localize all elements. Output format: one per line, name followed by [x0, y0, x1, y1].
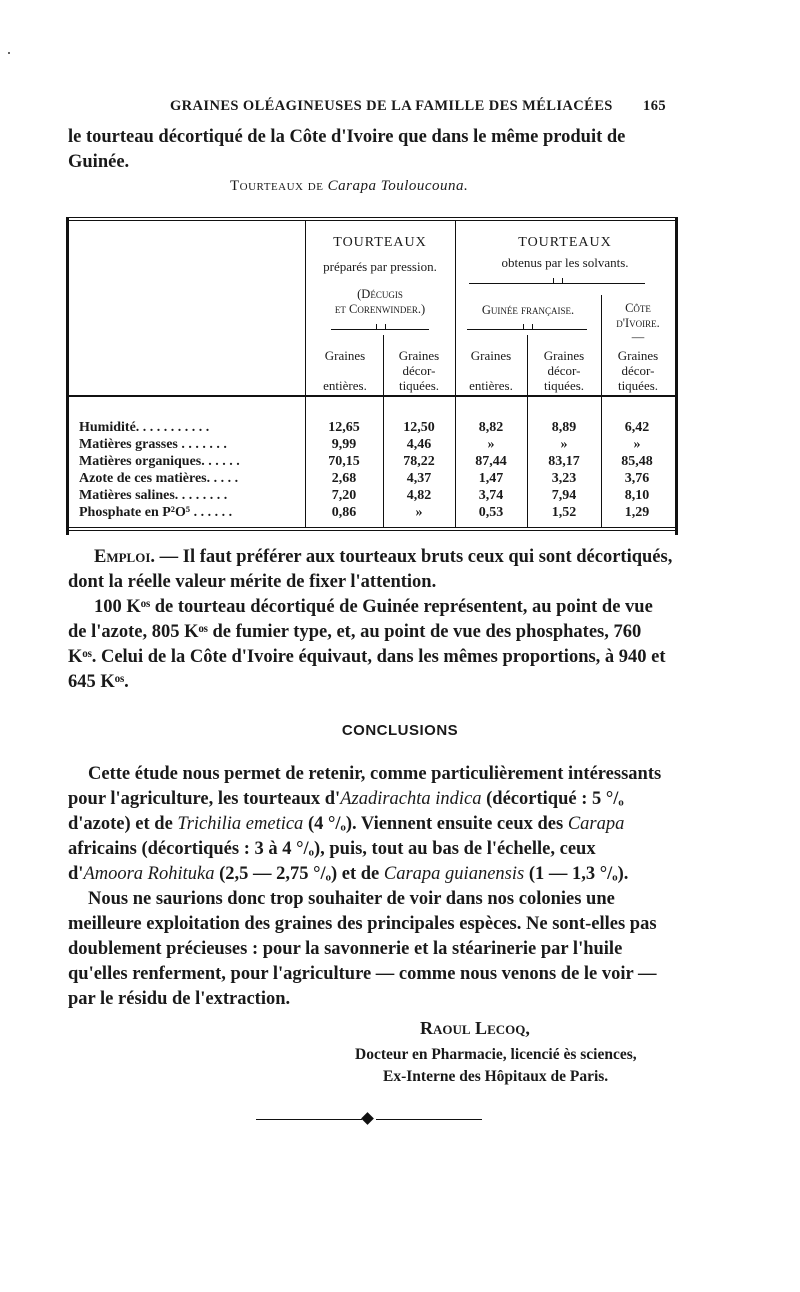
- guinea-brace: [467, 329, 587, 336]
- row-label: Matières organiques. . . . . .: [79, 454, 240, 469]
- composition-table: [66, 217, 678, 535]
- emploi-paragraph-2: 100 Kᵒˢ de tourteau décortiqué de Guinée représentent, au point de vue de l'azote, 805 Kᵒˢ de fumier type, et, au point de vue des phosphates, 760 Kᵒˢ. Celui de la Côte d'Ivoire équivaut, dans les mêmes proportions, à 940 et 645 Kᵒˢ.: [68, 597, 666, 692]
- emploi-section: [68, 545, 674, 695]
- pressed-group-title: TOURTEAUX: [333, 235, 427, 250]
- table-header-rule: [69, 395, 675, 397]
- running-head: [170, 98, 666, 115]
- conclusions-heading: CONCLUSIONS: [341, 722, 459, 739]
- pressed-group-subtitle: préparés par pression.: [323, 259, 437, 274]
- solvent-brace: [469, 283, 645, 290]
- table-row: Matières organiques. . . . . . 70,15 78,22 87,44 83,17 85,48: [79, 454, 653, 469]
- pressed-source-line1: (Décugis: [357, 287, 403, 301]
- caption-prefix: Tourteaux de: [230, 178, 324, 194]
- ornament-rule-left: [256, 1119, 362, 1120]
- ivory-header-line2: d'Ivoire.: [616, 316, 660, 330]
- pressed-source-line2: et Corenwinder.): [334, 302, 426, 316]
- emploi-lead: Emploi.: [94, 547, 156, 567]
- print-speck: [8, 52, 10, 54]
- author-name: Raoul Lecoq,: [420, 1018, 530, 1038]
- solvent-group-subtitle: obtenus par les solvants.: [501, 255, 629, 270]
- table-row: Phosphate en P²O⁵ . . . . . . 0,86 » 0,53 1,52 1,29: [79, 505, 650, 520]
- row-label: Phosphate en P²O⁵ . . . . . .: [79, 505, 233, 520]
- conclusions-paragraph-1: Cette étude nous permet de retenir, comme particulièrement intéressants pour l'agriculture, les tourteaux d'Azadirachta indica (décortiqué : 5 °/ₒ d'azote) et de Trichilia emetica (4 °/ₒ). Viennent ensuite ceux des Carapa africains (décortiqués : 3 à 4 °/ₒ), puis, tout au bas de l'échelle, ceux d'Amoora Rohituka (2,5 — 2,75 °/ₒ) et de Carapa guianensis (1 — 1,3 °/ₒ).: [68, 764, 662, 884]
- author-title-1: Docteur en Pharmacie, licencié ès sciences,: [355, 1046, 637, 1063]
- col4-header: Graines décor- tiquées.: [543, 348, 585, 393]
- col1-header: Graines entières.: [323, 348, 367, 393]
- row-label: Humidité. . . . . . . . . . .: [79, 420, 210, 435]
- row-label: Matières salines. . . . . . . .: [79, 488, 228, 503]
- row-label: Azote de ces matières. . . . .: [79, 471, 239, 486]
- caption-species: Carapa Touloucouna.: [327, 178, 469, 194]
- intro-paragraph: le tourteau décortiqué de la Côte d'Ivoire que dans le même produit de Guinée.: [68, 127, 626, 172]
- col3-header: Graines entières.: [469, 348, 513, 393]
- col5-header: Graines décor- tiquées.: [617, 348, 659, 393]
- row-label: Matières grasses . . . . . . .: [79, 437, 227, 452]
- ivory-header-line1: Côte: [625, 301, 651, 315]
- table-row: Humidité. . . . . . . . . . . 12,65 12,50 8,82 8,89 6,42: [79, 420, 650, 435]
- table-row: Matières salines. . . . . . . . 7,20 4,82 3,74 7,94 8,10: [79, 488, 650, 503]
- author-title-2: Ex-Interne des Hôpitaux de Paris.: [383, 1068, 609, 1085]
- table-row: Azote de ces matières. . . . . 2,68 4,37 1,47 3,23 3,76: [79, 471, 650, 486]
- table-caption: [230, 178, 468, 195]
- col2-header: Graines décor- tiquées.: [398, 348, 440, 393]
- solvent-group-title: TOURTEAUX: [518, 235, 612, 250]
- table-top-rule: [69, 217, 675, 221]
- running-head-title: GRAINES OLÉAGINEUSES DE LA FAMILLE DES MÉLIACÉES: [170, 98, 613, 114]
- guinea-header: Guinée française.: [481, 303, 575, 317]
- table-row: Matières grasses . . . . . . . 9,99 4,46 » » »: [79, 437, 641, 452]
- ornament-rule-right: [376, 1119, 482, 1120]
- table-bottom-rule: [69, 527, 675, 531]
- end-ornament: [256, 1113, 482, 1127]
- page-number: 165: [643, 98, 666, 114]
- conclusions-section: [68, 762, 674, 1012]
- emploi-paragraph-1: Emploi. — Il faut préférer aux tourteaux bruts ceux qui sont décortiqués, dont la réelle valeur mérite de fixer l'attention.: [68, 547, 673, 592]
- diamond-icon: [361, 1112, 374, 1125]
- ivory-header-dash: —: [631, 330, 645, 344]
- conclusions-paragraph-2: Nous ne saurions donc trop souhaiter de voir dans nos colonies une meilleure exploitation des graines des principales espèces. Ne sont-elles pas doublement précieuses : pour la savonnerie et la stéarinerie par l'huile qu'elles renferment, pour l'agriculture — comme nous venons de le voir — par le résidu de l'extraction.: [68, 889, 657, 1009]
- pressed-brace: [331, 329, 429, 336]
